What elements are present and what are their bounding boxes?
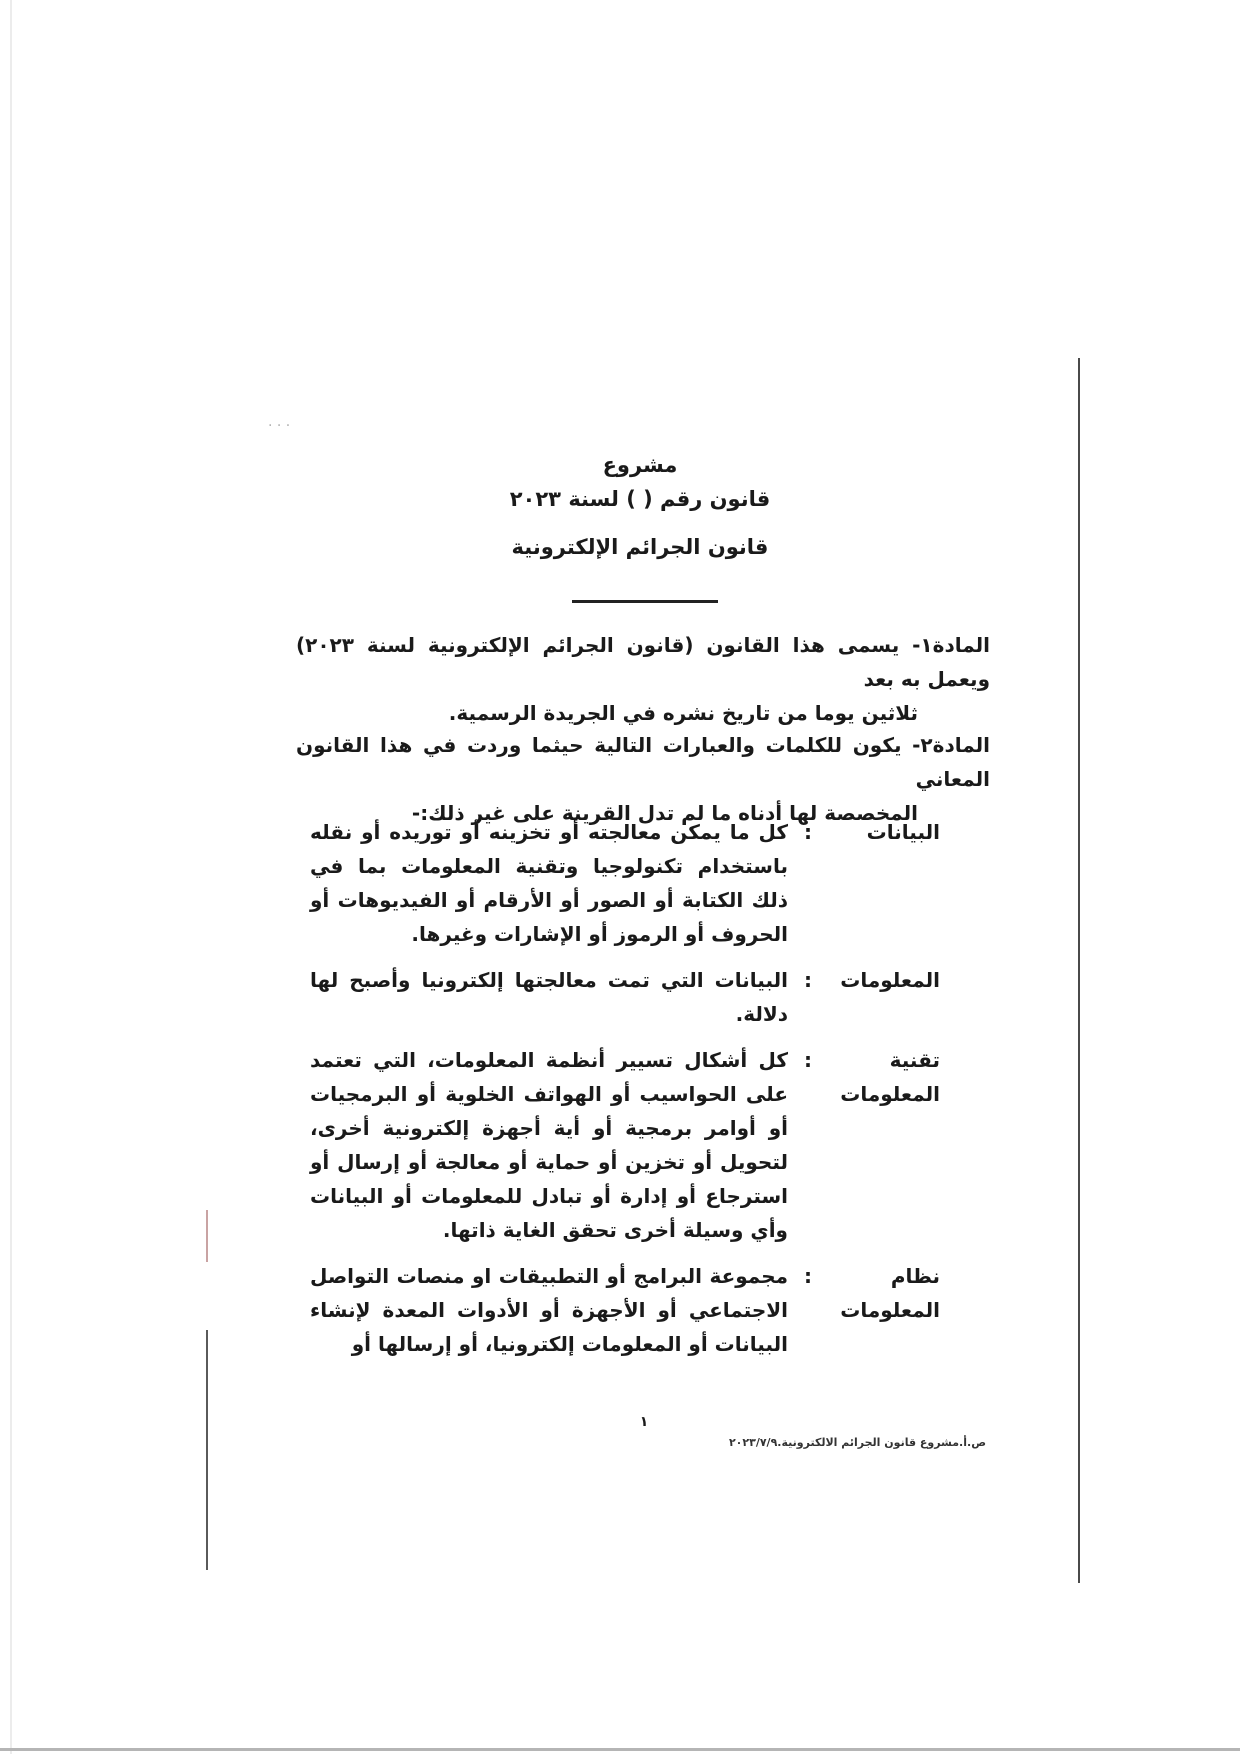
definition-text: مجموعة البرامج أو التطبيقات او منصات التواصل الاجتماعي أو الأجهزة أو الأدوات المعدة لإنشاء البيانات أو المعلومات إلكترونيا، أو إرسالها أو — [310, 1264, 788, 1356]
header-separator — [572, 600, 718, 603]
definition-text: كل أشكال تسيير أنظمة المعلومات، التي تعتمد على الحواسيب أو الهواتف الخلوية أو البرمجيات أو أوامر برمجية أو أية أجهزة إلكترونية أخرى، لتحويل أو تخزين أو حماية أو معالجة أو إرسال أو استرجاع أو إدارة أو تبادل للمعلومات أو البيانات وأي وسيلة أخرى تحقق الغاية ذاتها. — [310, 1048, 788, 1242]
definition-colon: : — [804, 820, 812, 844]
definition-colon: : — [804, 1264, 812, 1288]
definition-term: المعلومات — [840, 968, 940, 992]
scan-border-line-right — [1078, 358, 1080, 1583]
scan-specks: · · · — [268, 418, 291, 434]
article-1-line-1: المادة١- يسمى هذا القانون (قانون الجرائم الإلكترونية لسنة ٢٠٢٣) ويعمل به بعد — [296, 633, 990, 691]
article-1-line-2: ثلاثين يوما من تاريخ نشره في الجريدة الرسمية. — [448, 701, 918, 725]
header-draft-label: مشروع — [602, 453, 678, 477]
definition-text: البيانات التي تمت معالجتها إلكترونيا وأصبح لها دلالة. — [310, 968, 788, 1026]
definition-term: البيانات — [866, 820, 940, 844]
definition-text: كل ما يمكن معالجته أو تخزينه أو توريده أو نقله باستخدام تكنولوجيا وتقنية المعلومات بما في ذلك الكتابة أو الصور أو الأرقام أو الفيديوهات أو الحروف أو الرموز أو الإشارات وغيرها. — [310, 820, 788, 946]
scan-bottom-edge — [0, 1748, 1240, 1751]
definition-colon: : — [804, 968, 812, 992]
document-header — [430, 448, 850, 564]
header-law-number: قانون رقم ( ) لسنة ٢٠٢٣ — [509, 487, 771, 511]
article-2-line-1: المادة٢- يكون للكلمات والعبارات التالية حيثما وردت في هذا القانون المعاني — [296, 733, 990, 791]
scan-border-line-left — [206, 1330, 208, 1570]
definition-data — [310, 815, 940, 951]
definition-information-system — [310, 1259, 940, 1361]
definition-term: تقنية المعلومات — [840, 1048, 940, 1106]
definition-colon: : — [804, 1048, 812, 1072]
footer-reference: ص.أ.مشروع قانون الجرائم الالكترونية.٢٠٢٣/٧/٩ — [728, 1436, 986, 1449]
page-number: ١ — [639, 1414, 649, 1430]
article-2-line-2: المخصصة لها أدناه ما لم تدل القرينة على غير ذلك:- — [411, 801, 918, 825]
article-1 — [296, 628, 990, 730]
header-law-name: قانون الجرائم الإلكترونية — [511, 535, 769, 559]
scan-edge — [10, 0, 12, 1754]
scan-mark — [206, 1210, 208, 1262]
definition-information-technology — [310, 1043, 940, 1247]
definition-information — [310, 963, 940, 1031]
definitions-list — [310, 815, 940, 1373]
definition-term: نظام المعلومات — [840, 1264, 940, 1322]
